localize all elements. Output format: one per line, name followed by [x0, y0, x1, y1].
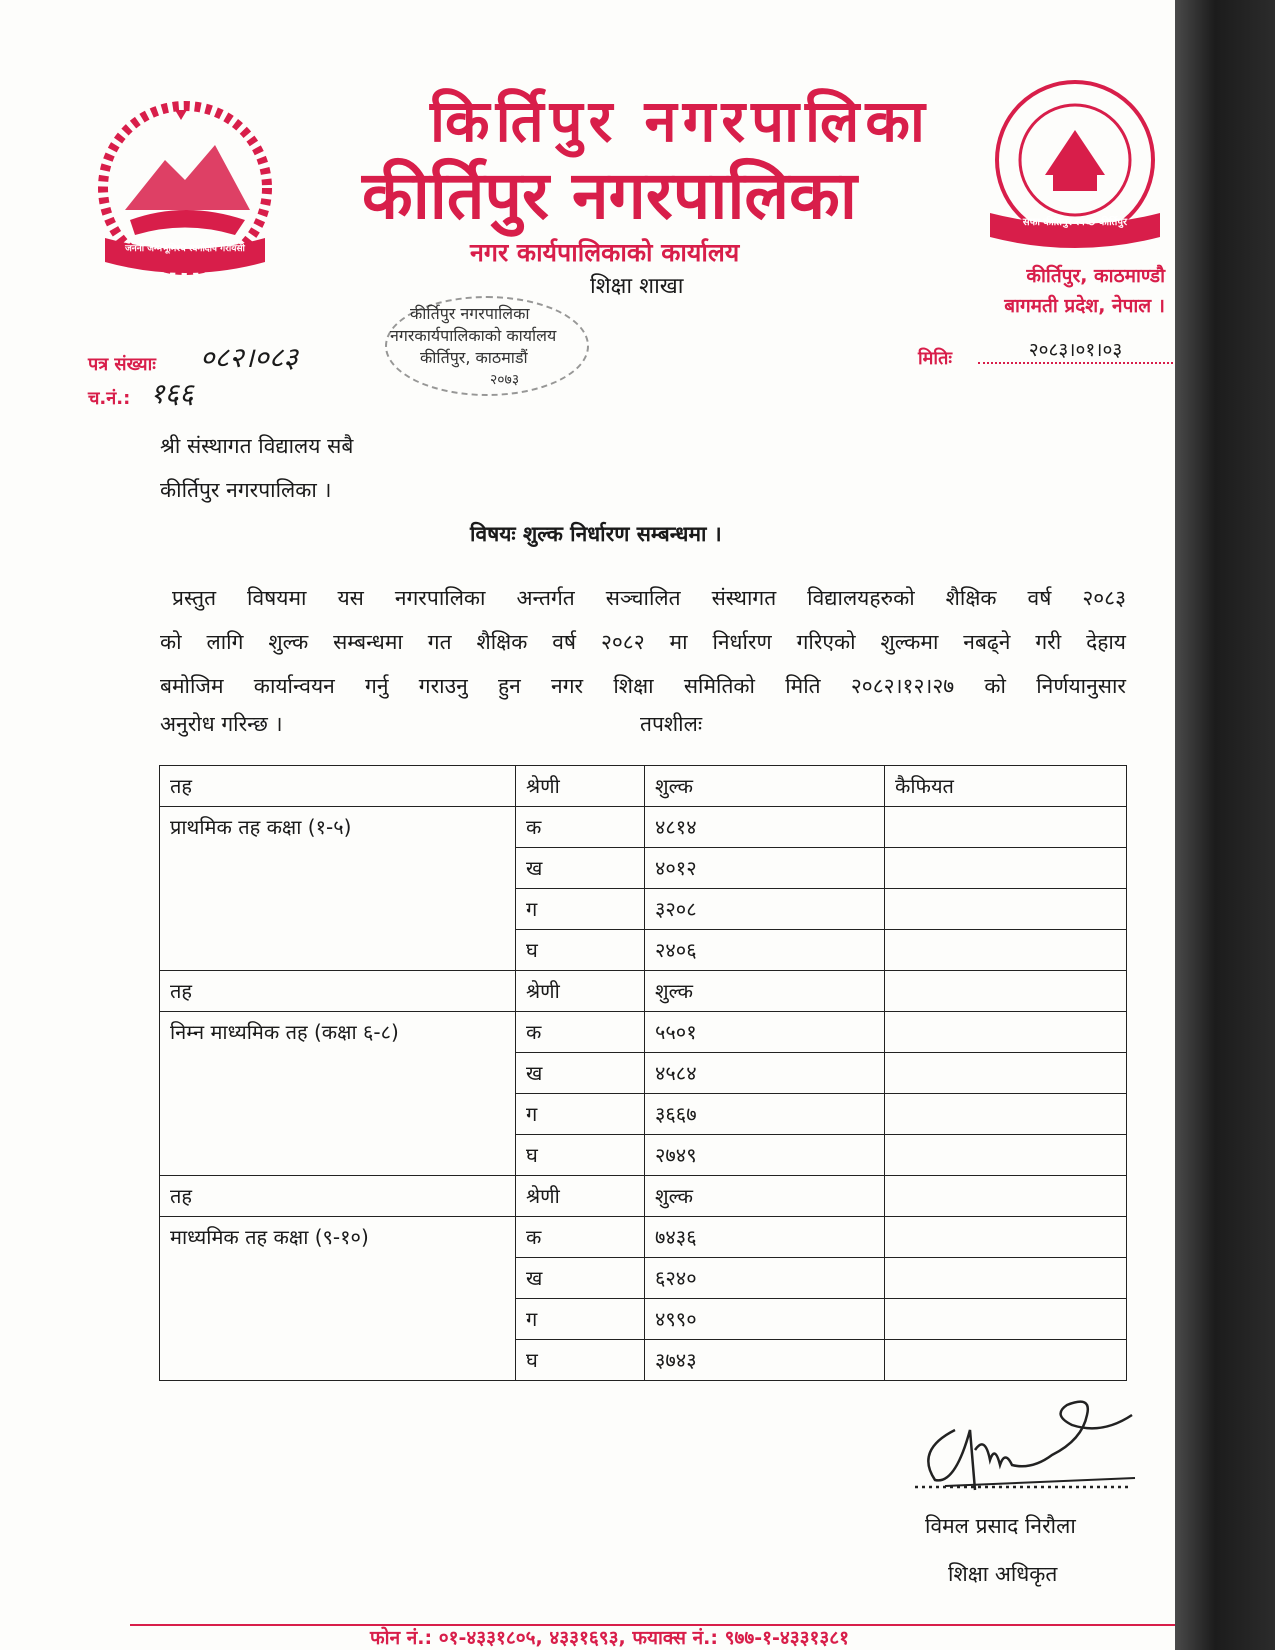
- remarks-cell: [885, 1217, 1127, 1258]
- letterhead-title-stylized: किर्तिपुर नगरपालिका: [430, 87, 931, 155]
- details-label: तपशीलः: [640, 712, 703, 736]
- remarks-cell: [885, 1176, 1127, 1217]
- fee-cell: २७४९: [645, 1135, 885, 1176]
- letterhead-office: नगर कार्यपालिकाको कार्यालय: [470, 238, 740, 267]
- remarks-cell: [885, 1135, 1127, 1176]
- address-line2: बागमती प्रदेश, नेपाल ।: [1004, 295, 1165, 317]
- body-line: प्रस्तुत विषयमा यस नगरपालिका अन्तर्गत सञ्चालित संस्थागत विद्यालयहरुको शैक्षिक वर्ष २०८३: [172, 586, 1126, 610]
- stamp-line3: कीर्तिपुर, काठमाडौं: [420, 348, 528, 367]
- remarks-cell: [885, 889, 1127, 930]
- header-cell: शुल्क: [645, 971, 885, 1012]
- body-line: बमोजिम कार्यान्वयन गर्नु गराउनु हुन नगर शिक्षा समितिको मिति २०८२।१२।२७ को निर्णयानुसार: [160, 674, 1126, 698]
- fee-cell: ४५८४: [645, 1053, 885, 1094]
- section-header-row: [160, 1176, 1127, 1217]
- grade-cell: क: [516, 1012, 645, 1053]
- subject: विषयः शुल्क निर्धारण सम्बन्धमा ।: [470, 522, 722, 546]
- header-cell: कैफियत: [885, 766, 1127, 807]
- grade-cell: घ: [516, 930, 645, 971]
- level-cell: प्राथमिक तह कक्षा (१-५): [160, 807, 516, 971]
- signatory-name: विमल प्रसाद निरौला: [925, 1514, 1076, 1538]
- dispatch-no-label: च.नं.:: [88, 388, 131, 409]
- signature: [915, 1390, 1155, 1500]
- stamp-year: २०७३: [490, 372, 520, 388]
- fee-cell: ६२४०: [645, 1258, 885, 1299]
- header-cell: तह: [160, 766, 516, 807]
- date-value: २०८३।०१।०३: [978, 336, 1173, 364]
- grade-cell: ख: [516, 1258, 645, 1299]
- body-line: को लागि शुल्क सम्बन्धमा गत शैक्षिक वर्ष २०८२ मा निर्धारण गरिएको शुल्कमा नबढ्ने गरी देहाय: [160, 630, 1126, 654]
- grade-cell: ख: [516, 848, 645, 889]
- remarks-cell: [885, 930, 1127, 971]
- right-emblem-motto: सफा कीर्तिपुर स्वच्छ कीर्तिपुर: [1022, 217, 1128, 228]
- grade-cell: घ: [516, 1340, 645, 1381]
- header-cell: श्रेणी: [516, 1176, 645, 1217]
- remarks-cell: [885, 1094, 1127, 1135]
- date-label: मितिः: [918, 348, 952, 369]
- header-cell: तह: [160, 1176, 516, 1217]
- letter-no-value: ०८२।०८३: [200, 341, 298, 374]
- footer-divider: [130, 1624, 1175, 1626]
- remarks-cell: [885, 971, 1127, 1012]
- remarks-cell: [885, 848, 1127, 889]
- level-cell: निम्न माध्यमिक तह (कक्षा ६-८): [160, 1012, 516, 1176]
- grade-cell: क: [516, 807, 645, 848]
- remarks-cell: [885, 1053, 1127, 1094]
- remarks-cell: [885, 1340, 1127, 1381]
- header-cell: शुल्क: [645, 1176, 885, 1217]
- header-cell: तह: [160, 971, 516, 1012]
- fee-cell: २४०६: [645, 930, 885, 971]
- table-header-row: [160, 766, 1127, 807]
- table-row: [160, 1217, 1127, 1258]
- level-cell: माध्यमिक तह कक्षा (९-१०): [160, 1217, 516, 1381]
- left-emblem-motto: जननी जन्मभूमिश्च स्वर्गादपि गरीयसी: [125, 244, 245, 254]
- stamp-line2: नगरकार्यपालिकाको कार्यालय: [390, 326, 557, 345]
- header-cell: श्रेणी: [516, 766, 645, 807]
- fee-cell: ३६६७: [645, 1094, 885, 1135]
- fee-cell: ४९९०: [645, 1299, 885, 1340]
- grade-cell: घ: [516, 1135, 645, 1176]
- fee-cell: ७४३६: [645, 1217, 885, 1258]
- fee-cell: ४८१४: [645, 807, 885, 848]
- table-row: [160, 807, 1127, 848]
- signatory-designation: शिक्षा अधिकृत: [948, 1562, 1058, 1586]
- fee-cell: ५५०१: [645, 1012, 885, 1053]
- letter-no-label: पत्र संख्याः: [88, 354, 156, 375]
- footer-contact: फोन नं.: ०१-४३३१८०५, ४३३१६९३, फयाक्स नं.: ९७७-१-४३३१३८१: [370, 1627, 850, 1649]
- grade-cell: ग: [516, 1094, 645, 1135]
- fee-table: [159, 765, 1127, 1381]
- remarks-cell: [885, 1299, 1127, 1340]
- header-cell: श्रेणी: [516, 971, 645, 1012]
- address-line1: कीर्तिपुर, काठमाण्डौ: [1026, 265, 1165, 287]
- remarks-cell: [885, 807, 1127, 848]
- body-paragraph: [160, 576, 1126, 708]
- letterhead-title: कीर्तिपुर नगरपालिका: [362, 157, 857, 234]
- scan-edge: [1175, 0, 1275, 1650]
- remarks-cell: [885, 1258, 1127, 1299]
- table-row: [160, 1012, 1127, 1053]
- section-header-row: [160, 971, 1127, 1012]
- letterhead-branch: शिक्षा शाखा: [590, 274, 684, 299]
- fee-cell: ४०१२: [645, 848, 885, 889]
- grade-cell: ग: [516, 1299, 645, 1340]
- dispatch-no-value: १६६: [150, 377, 194, 410]
- header-cell: शुल्क: [645, 766, 885, 807]
- grade-cell: क: [516, 1217, 645, 1258]
- fee-cell: ३२०८: [645, 889, 885, 930]
- fee-cell: ३७४३: [645, 1340, 885, 1381]
- grade-cell: ग: [516, 889, 645, 930]
- grade-cell: ख: [516, 1053, 645, 1094]
- body-last-line: अनुरोध गरिन्छ ।: [160, 712, 283, 736]
- stamp-line1: कीर्तिपुर नगरपालिका: [410, 304, 530, 323]
- addressee-line2: कीर्तिपुर नगरपालिका ।: [160, 478, 332, 502]
- remarks-cell: [885, 1012, 1127, 1053]
- addressee-line1: श्री संस्थागत विद्यालय सबै: [160, 434, 354, 458]
